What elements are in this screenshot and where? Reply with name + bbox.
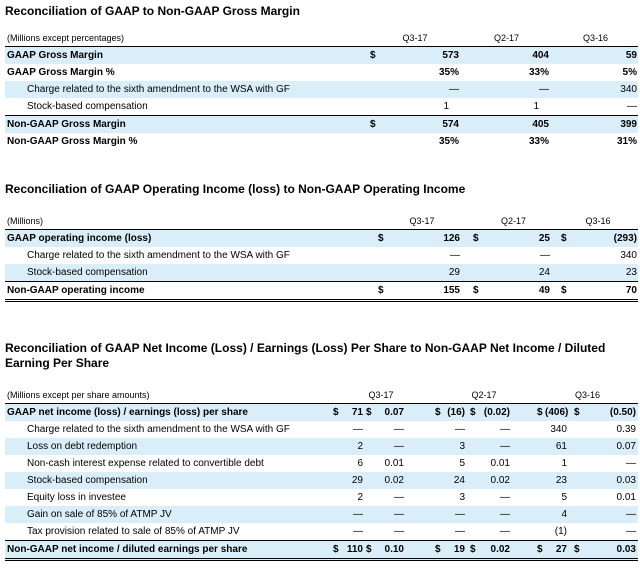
unit-label: (Millions) [7,216,43,226]
table-row: Non-GAAP Gross Margin $ 574 405 399 [5,115,638,133]
table-row: Stock-based compensation 29 0.02 24 0.02 23 0.03 [5,472,638,489]
net-income-title-line1: Reconciliation of GAAP Net Income (Loss) / Earnings (Loss) Per Share to Non-GAAP Net Income / Diluted [5,341,606,355]
gross-margin-title: Reconciliation of GAAP to Non-GAAP Gross Margin [5,4,300,18]
table-header [5,214,638,230]
table-row: GAAP net income (loss) / earnings (loss) per share $ $ $ $ $ $ 71 0.07 (16) (0.02) (406) (0.50) [5,404,638,421]
period-header: Q3-16 [582,33,608,43]
period-header: Q3-16 [574,390,600,400]
table-row: Tax provision related to sale of 85% of ATMP JV — — — — (1) — [27,526,636,537]
net-income-table [5,388,638,561]
period-header: Q3-17 [368,390,394,400]
table-row: Non-cash interest expense related to convertible debt 6 0.01 5 0.01 1 — [27,458,636,469]
table-row: Charge related to the sixth amendment to the WSA with GF — — 340 [5,81,638,98]
period-header: Q3-16 [585,216,611,226]
table-row: Non-GAAP operating income $ $ $ 155 49 70 [5,281,638,302]
gross-margin-table [5,31,638,150]
period-header: Q2-17 [471,390,497,400]
table-row: Non-GAAP Gross Margin % 35% 33% 31% [7,136,637,147]
table-header [5,388,638,404]
period-header: Q2-17 [500,216,526,226]
table-row: Stock-based compensation 29 24 23 [5,264,638,281]
net-income-rows [5,404,638,561]
unit-label: (Millions except percentages) [7,33,125,43]
net-income-title-line2: Earning Per Share [5,356,110,370]
period-header: Q2-17 [493,33,519,43]
table-row: GAAP Gross Margin % 35% 33% 5% [7,67,637,78]
table-row: Non-GAAP net income / diluted earnings per share $ $ $ $ $ $ 110 0.10 19 0.02 27 0.03 [5,540,638,561]
table-row: Gain on sale of 85% of ATMP JV — — — — 4 — [5,506,638,523]
table-row: GAAP Gross Margin $ 573 404 59 [5,47,638,64]
table-row: Charge related to the sixth amendment to the WSA with GF — — 340 [27,250,637,261]
table-row: Loss on debt redemption 2 — 3 — 61 0.07 [5,438,638,455]
period-header: Q3-17 [409,216,435,226]
table-row: GAAP operating income (loss) $ $ $ 126 25 (293) [5,230,638,247]
unit-label: (Millions except per share amounts) [7,390,150,400]
operating-income-table [5,214,638,302]
operating-income-title: Reconciliation of GAAP Operating Income (loss) to Non-GAAP Operating Income [5,182,466,196]
table-row: Stock-based compensation 1 1 — [27,101,637,112]
table-row: Charge related to the sixth amendment to the WSA with GF — — — — 340 0.39 [27,424,636,435]
table-header [5,31,638,47]
table-row: Equity loss in investee 2 — 3 — 5 0.01 [27,492,636,503]
period-header: Q3-17 [402,33,428,43]
